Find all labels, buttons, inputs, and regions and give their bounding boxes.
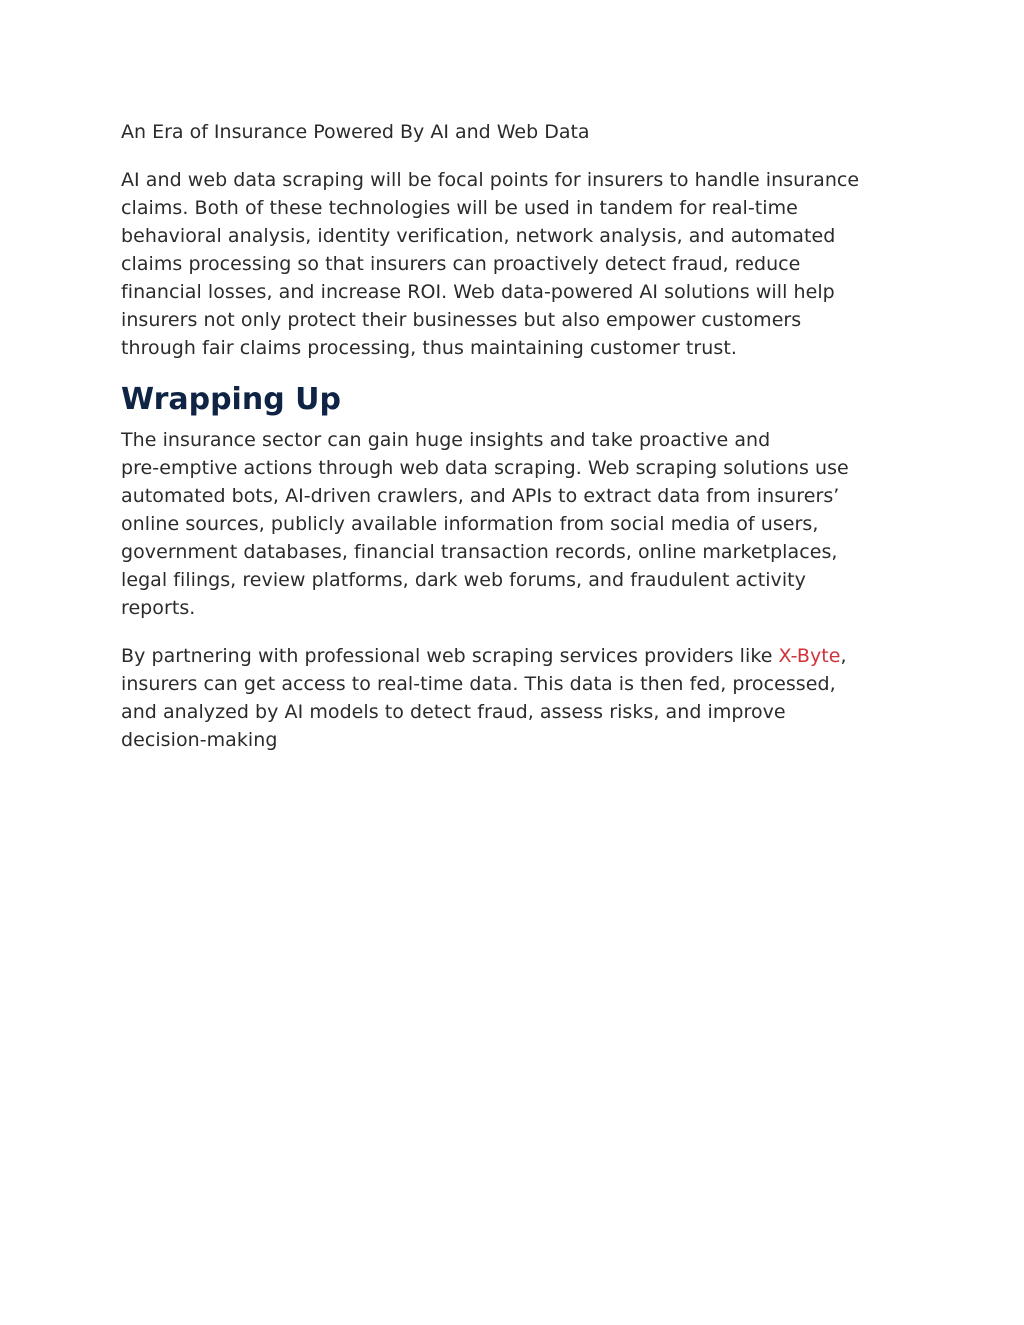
paragraph-line: reports. — [121, 597, 196, 619]
paragraph-line: government databases, financial transaction records, online marketplaces, — [121, 541, 838, 563]
paragraph-line: insurers not only protect their businesses but also empower customers — [121, 309, 802, 331]
paragraph-text: By partnering with professional web scraping services providers like — [121, 645, 779, 667]
intro-paragraph — [121, 166, 911, 362]
wrapping-up-paragraph-2 — [121, 642, 911, 754]
paragraph-line: legal filings, review platforms, dark web forums, and fraudulent activity — [121, 569, 806, 591]
document-page — [121, 118, 911, 774]
paragraph-line: decision-making — [121, 729, 278, 751]
paragraph-line: financial losses, and increase ROI. Web data-powered AI solutions will help — [121, 281, 835, 303]
wrapping-up-paragraph-1 — [121, 426, 911, 622]
paragraph-line: AI and web data scraping will be focal points for insurers to handle insurance — [121, 169, 860, 191]
paragraph-line: and analyzed by AI models to detect fraud, assess risks, and improve — [121, 701, 786, 723]
paragraph-line: insurers can get access to real-time data. This data is then fed, processed, — [121, 673, 836, 695]
x-byte-link[interactable]: X-Byte — [778, 645, 841, 667]
paragraph-line-with-link — [121, 642, 911, 670]
paragraph-line: online sources, publicly available information from social media of users, — [121, 513, 819, 535]
paragraph-line: automated bots, AI-driven crawlers, and APIs to extract data from insurers’ — [121, 485, 840, 507]
paragraph-line: The insurance sector can gain huge insights and take proactive and — [121, 429, 771, 451]
paragraph-line: claims. Both of these technologies will be used in tandem for real-time — [121, 197, 798, 219]
paragraph-line: pre-emptive actions through web data scraping. Web scraping solutions use — [121, 457, 849, 479]
paragraph-line: through fair claims processing, thus maintaining customer trust. — [121, 337, 737, 359]
paragraph-line: behavioral analysis, identity verification, network analysis, and automated — [121, 225, 836, 247]
paragraph-line: claims processing so that insurers can proactively detect fraud, reduce — [121, 253, 801, 275]
wrapping-up-heading: Wrapping Up — [121, 382, 341, 417]
paragraph-text: , — [840, 645, 847, 667]
section-title: An Era of Insurance Powered By AI and Web Data — [121, 121, 590, 143]
